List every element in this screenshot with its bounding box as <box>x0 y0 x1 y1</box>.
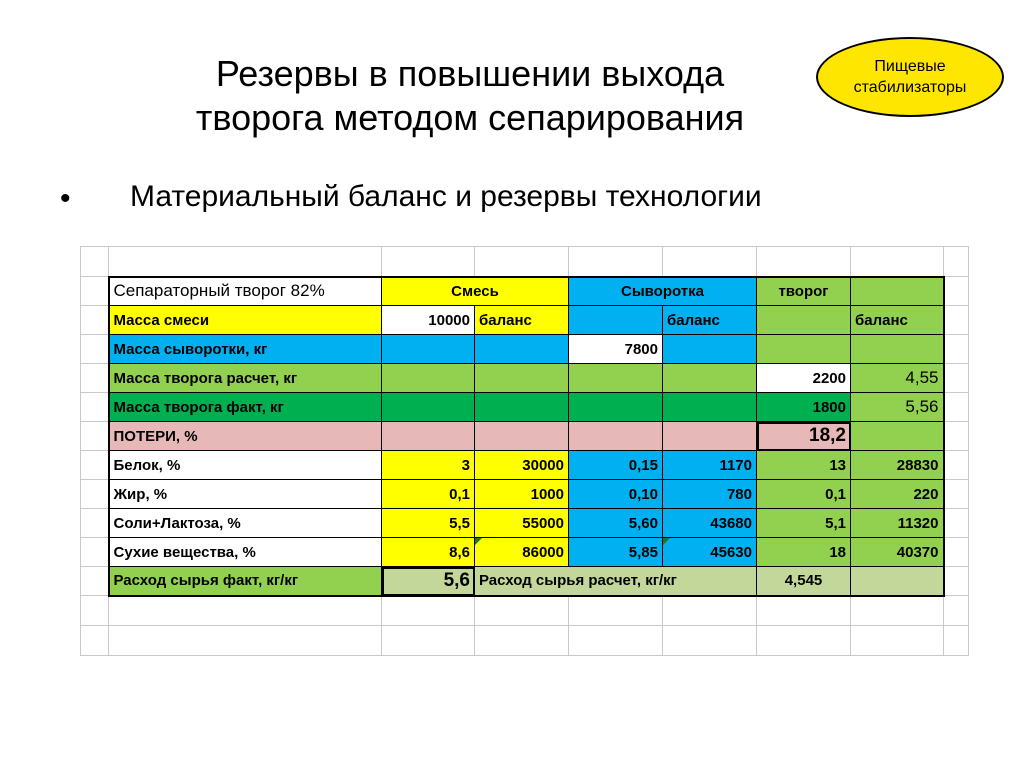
table-cell <box>851 567 944 596</box>
table-cell <box>475 335 569 364</box>
table-cell <box>851 422 944 451</box>
mix-balance-label: баланс <box>475 306 569 335</box>
curd-fact-value[interactable]: 1800 <box>757 393 851 422</box>
consumption-row <box>81 567 969 596</box>
whey-mass-cell: 1170 <box>663 451 757 480</box>
whey-percent-cell[interactable]: 0,10 <box>569 480 663 509</box>
slide-title <box>150 52 790 140</box>
table-row <box>81 509 969 538</box>
title-line-2: творога методом сепарирования <box>195 97 745 138</box>
empty-row <box>81 247 969 277</box>
whey-mass-cell: 43680 <box>663 509 757 538</box>
component-label: Белок, % <box>109 451 382 480</box>
curd-fact-label: Масса творога факт, кг <box>109 393 382 422</box>
consumption-calc-label: Расход сырья расчет, кг/кг <box>475 567 757 596</box>
whey-balance-label: баланс <box>663 306 757 335</box>
title-line-1: Резервы в повышении выхода <box>215 53 725 94</box>
consumption-calc-value: 4,545 <box>757 567 851 596</box>
curd-mass-cell: 220 <box>851 480 944 509</box>
empty-row <box>81 626 969 656</box>
component-label: Жир, % <box>109 480 382 509</box>
whey-mass-cell: 780 <box>663 480 757 509</box>
badge-line-1: Пищевые <box>874 58 946 75</box>
table-cell <box>757 306 851 335</box>
badge-line-2: стабилизаторы <box>853 79 967 96</box>
table-cell <box>475 422 569 451</box>
table-cell <box>663 364 757 393</box>
mix-percent-cell[interactable]: 8,6 <box>382 538 475 567</box>
curd-fact-ratio: 5,56 <box>851 393 944 422</box>
material-balance-table <box>80 246 969 656</box>
table-cell <box>382 335 475 364</box>
table-cell <box>475 393 569 422</box>
curd-calc-value[interactable]: 2200 <box>757 364 851 393</box>
losses-label: ПОТЕРИ, % <box>109 422 382 451</box>
curd-header-cell-2 <box>851 277 944 306</box>
curd-calc-ratio: 4,55 <box>851 364 944 393</box>
whey-percent-cell[interactable]: 5,85 <box>569 538 663 567</box>
header-row <box>81 277 969 306</box>
table-row <box>81 451 969 480</box>
mix-mass-cell: 1000 <box>475 480 569 509</box>
food-stabilizers-badge[interactable] <box>816 37 1004 117</box>
table-cell <box>663 393 757 422</box>
mass-whey-label: Масса сыворотки, кг <box>109 335 382 364</box>
mass-whey-row <box>81 335 969 364</box>
mix-mass-cell: 55000 <box>475 509 569 538</box>
losses-row <box>81 422 969 451</box>
mix-mass-cell: 30000 <box>475 451 569 480</box>
table-cell <box>851 335 944 364</box>
table-cell <box>663 335 757 364</box>
mix-header-cell: Смесь <box>382 277 569 306</box>
curd-percent-cell[interactable]: 13 <box>757 451 851 480</box>
whey-header-cell: Сыворотка <box>569 277 757 306</box>
mix-percent-cell[interactable]: 3 <box>382 451 475 480</box>
curd-percent-cell[interactable]: 5,1 <box>757 509 851 538</box>
mass-whey-value[interactable]: 7800 <box>569 335 663 364</box>
consumption-fact-label: Расход сырья факт, кг/кг <box>109 567 382 596</box>
curd-header-cell: творог <box>757 277 851 306</box>
consumption-fact-value: 5,6 <box>382 567 475 596</box>
whey-percent-cell[interactable]: 0,15 <box>569 451 663 480</box>
mix-percent-cell[interactable]: 0,1 <box>382 480 475 509</box>
table-cell <box>569 393 663 422</box>
bullet-icon: • <box>60 182 71 215</box>
table-cell <box>382 364 475 393</box>
table-cell <box>757 335 851 364</box>
curd-mass-cell: 28830 <box>851 451 944 480</box>
curd-mass-cell: 40370 <box>851 538 944 567</box>
curd-mass-cell: 11320 <box>851 509 944 538</box>
mix-mass-cell: 86000 <box>475 538 569 567</box>
table-cell <box>475 364 569 393</box>
empty-row <box>81 596 969 626</box>
curd-percent-cell[interactable]: 18 <box>757 538 851 567</box>
curd-calc-label: Масса творога расчет, кг <box>109 364 382 393</box>
mix-percent-cell[interactable]: 5,5 <box>382 509 475 538</box>
table-row <box>81 480 969 509</box>
table-cell <box>382 393 475 422</box>
mass-mix-row <box>81 306 969 335</box>
curd-calc-row <box>81 364 969 393</box>
table-cell <box>382 422 475 451</box>
curd-percent-cell[interactable]: 0,1 <box>757 480 851 509</box>
whey-mass-cell: 45630 <box>663 538 757 567</box>
mass-mix-value[interactable]: 10000 <box>382 306 475 335</box>
component-label: Соли+Лактоза, % <box>109 509 382 538</box>
mass-mix-label: Масса смеси <box>109 306 382 335</box>
table-title-cell: Сепараторный творог 82% <box>109 277 382 306</box>
component-label: Сухие вещества, % <box>109 538 382 567</box>
table-cell <box>569 306 663 335</box>
table-cell <box>663 422 757 451</box>
losses-value: 18,2 <box>757 422 851 451</box>
curd-balance-label: баланс <box>851 306 944 335</box>
bullet-text: Материальный баланс и резервы технологии <box>130 180 762 213</box>
whey-percent-cell[interactable]: 5,60 <box>569 509 663 538</box>
table-cell <box>569 364 663 393</box>
curd-fact-row <box>81 393 969 422</box>
table-row <box>81 538 969 567</box>
table-cell <box>569 422 663 451</box>
